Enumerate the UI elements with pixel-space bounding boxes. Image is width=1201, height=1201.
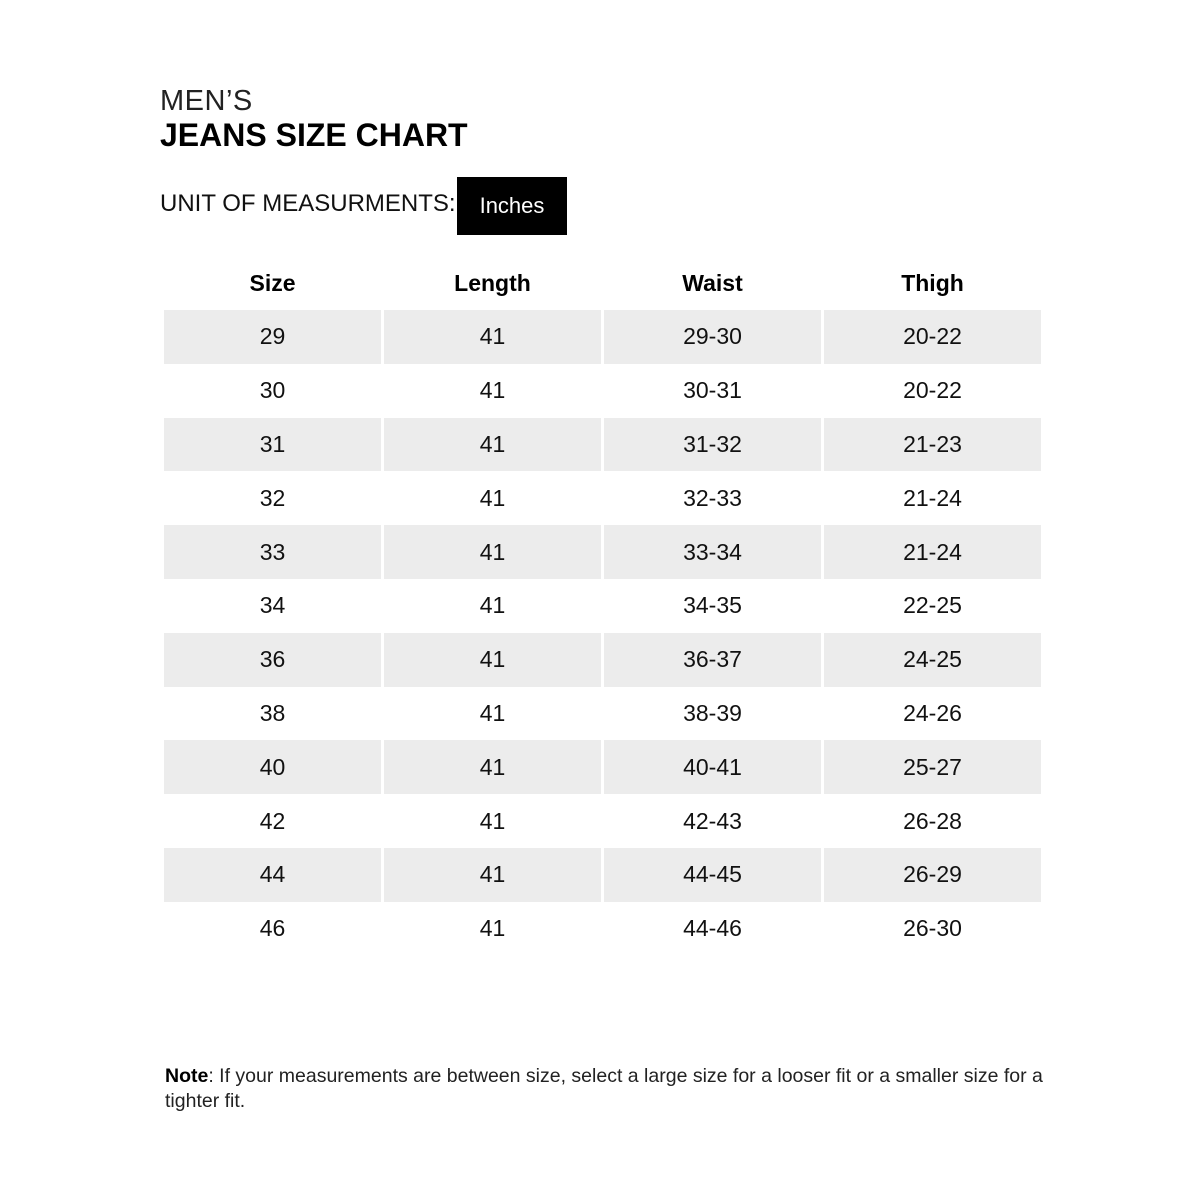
cell-thigh: 20-22 [903,377,962,404]
cell-length: 41 [479,699,506,726]
cell-waist: 44-46 [683,915,742,942]
cell-thigh: 24-25 [824,633,1041,687]
table-body [164,310,1041,956]
cell-length: 41 [479,484,506,511]
table-row [164,364,1041,418]
note-label: Note [165,1065,209,1087]
cell-thigh: 20-22 [824,310,1041,364]
cell-thigh: 21-24 [824,525,1041,579]
cell-length: 41 [384,525,601,579]
column-header-thigh: Thigh [901,269,964,296]
cell-length: 41 [479,377,506,404]
cell-length: 41 [384,310,601,364]
cell-thigh: 24-26 [903,699,962,726]
cell-size: 34 [259,592,286,619]
column-header-length: Length [454,269,531,296]
cell-thigh: 21-23 [824,418,1041,472]
cell-length: 41 [384,740,601,794]
cell-size: 40 [164,740,381,794]
cell-waist: 32-33 [683,484,742,511]
cell-length: 41 [384,633,601,687]
cell-waist: 42-43 [683,807,742,834]
cell-waist: 34-35 [683,592,742,619]
cell-length: 41 [479,592,506,619]
cell-length: 41 [384,418,601,472]
note [165,1064,1055,1114]
cell-size: 33 [164,525,381,579]
table-row [164,902,1041,956]
cell-size: 32 [259,484,286,511]
chart-pre-title: MEN’S [160,85,253,117]
cell-waist: 44-45 [604,848,821,902]
table-row [164,471,1041,525]
cell-thigh: 22-25 [903,592,962,619]
table-header-row [164,256,1041,310]
column-header-waist: Waist [682,269,743,296]
cell-waist: 30-31 [683,377,742,404]
table-row [164,310,1041,364]
cell-thigh: 26-30 [903,915,962,942]
cell-waist: 33-34 [604,525,821,579]
table-row [164,579,1041,633]
cell-waist: 31-32 [604,418,821,472]
cell-length: 41 [479,807,506,834]
unit-value-badge: Inches [457,177,567,235]
table-row [164,740,1041,794]
cell-thigh: 26-29 [824,848,1041,902]
cell-size: 44 [164,848,381,902]
cell-size: 29 [164,310,381,364]
size-table [164,256,1041,956]
note-text: : If your measurements are between size, select a large size for a looser fit or a smaller size for a tighter fit. [165,1065,1043,1112]
unit-label: UNIT OF MEASURMENTS: [160,190,456,217]
table-row [164,687,1041,741]
cell-size: 36 [164,633,381,687]
cell-thigh: 21-24 [903,484,962,511]
cell-size: 42 [259,807,286,834]
cell-thigh: 26-28 [903,807,962,834]
cell-waist: 40-41 [604,740,821,794]
cell-size: 46 [259,915,286,942]
table-row [164,848,1041,902]
table-row [164,418,1041,472]
cell-length: 41 [479,915,506,942]
cell-waist: 38-39 [683,699,742,726]
table-row [164,525,1041,579]
cell-waist: 36-37 [604,633,821,687]
cell-size: 30 [259,377,286,404]
cell-size: 31 [164,418,381,472]
chart-title: JEANS SIZE CHART [160,117,468,153]
table-row [164,633,1041,687]
cell-thigh: 25-27 [824,740,1041,794]
cell-size: 38 [259,699,286,726]
cell-length: 41 [384,848,601,902]
table-row [164,794,1041,848]
cell-waist: 29-30 [604,310,821,364]
column-header-size: Size [249,269,296,296]
